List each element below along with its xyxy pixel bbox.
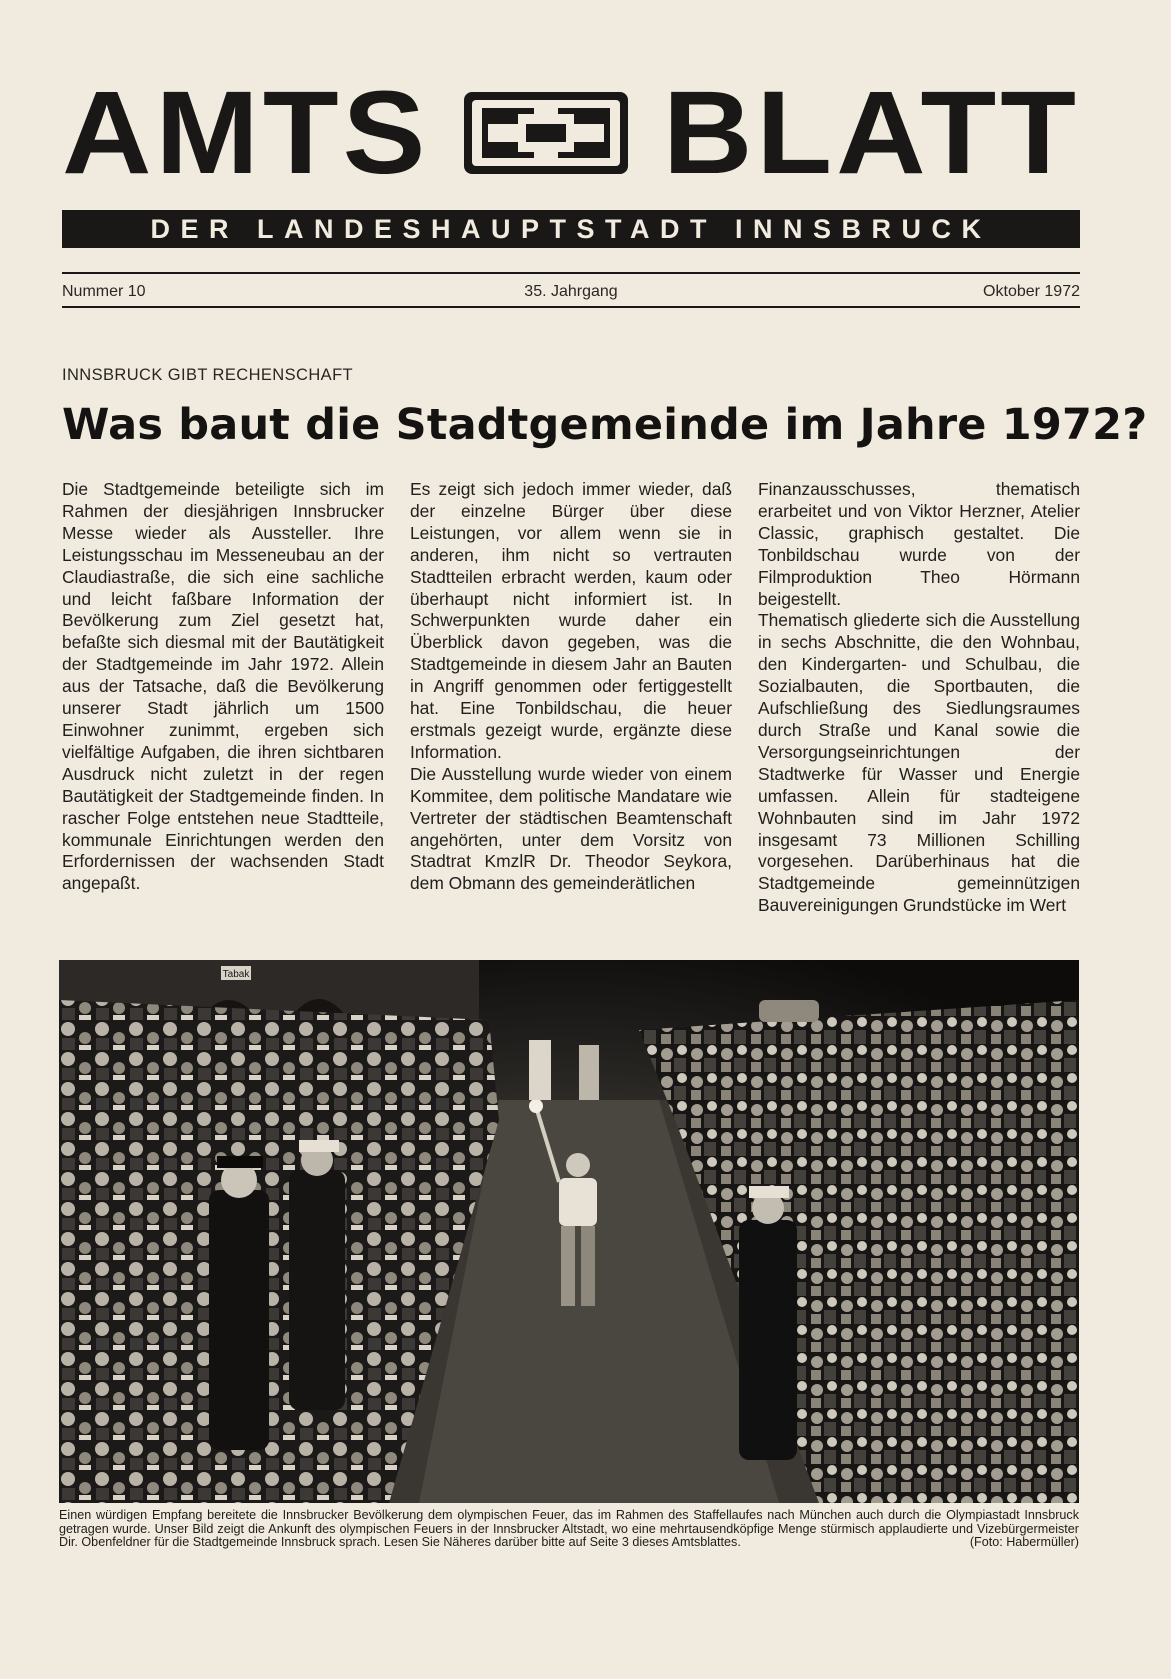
coat-of-arms-icon <box>464 84 628 182</box>
masthead <box>62 67 1080 199</box>
shop-sign: Tabak <box>222 969 250 980</box>
divider <box>62 306 1080 308</box>
paragraph: Finanzausschusses, thematisch erarbeitet und von Viktor Herzner, Atelier Classic, graphisch gestaltet. Die Tonbildschau wurde von der Filmproduktion Theo Hörmann beigestellt. <box>758 479 1080 609</box>
issue-number: Nummer 10 <box>62 283 146 300</box>
photo-caption <box>59 1509 1079 1550</box>
paragraph: Es zeigt sich jedoch immer wieder, daß der einzelne Bürger über diese Leistungen, vor allem wenn sie in anderen, ihm nicht so vertrauten Stadtteilen erbracht werden, kaum oder überhaupt nicht informiert ist. In Schwerpunkten wurde daher ein Überblick davon gegeben, was die Stadtgemeinde in diesem Jahr an Bauten in Angriff genommen oder fertiggestellt hat. Eine Tonbildschau, die heuer erstmals gezeigt wurde, ergänzte diese Information. <box>410 479 732 762</box>
paragraph: Die Ausstellung wurde wieder von einem Kommitee, dem politische Mandatare wie Vertreter der städtischen Beamtenschaft angehörten, unter dem Vorsitz von Stadtrat KmzlR Dr. Theodor Seykora, dem Obmann des gemeinderätlichen <box>410 763 732 894</box>
article-column-3 <box>758 479 1080 945</box>
article-column-1 <box>62 479 384 945</box>
issue-date: Oktober 1972 <box>983 283 1080 300</box>
olympic-torch-photo <box>59 960 1079 1503</box>
masthead-word-left: AMTS <box>62 67 430 199</box>
masthead-subtitle: DER LANDESHAUPTSTADT INNSBRUCK <box>150 213 992 244</box>
article-kicker: INNSBRUCK GIBT RECHENSCHAFT <box>62 366 354 384</box>
paragraph: Die Stadtgemeinde beteiligte sich im Rahmen der diesjährigen Innsbrucker Messe wieder als Aussteller. Ihre Leistungsschau im Messeneubau an der Claudiastraße, die sich eine sachliche und leicht faßbare Information der Bevölkerung zum Ziel gesetzt hat, befaßte sich diesmal mit der Bautätigkeit der Stadtgemeinde im Jahr 1972. Allein aus der Tatsache, daß die Bevölkerung unserer Stadt jährlich um 1500 Einwohner zunimmt, ergeben sich vielfältige Aufgaben, die ihren sichtbaren Ausdruck nicht zuletzt in der regen Bautätigkeit der Stadtgemeinde finden. In rascher Folge entstehen neue Stadtteile, kommunale Einrichtungen werden den Erfordernissen der wachsenden Stadt angepaßt. <box>62 479 384 894</box>
article-body <box>62 479 1080 945</box>
issue-volume: 35. Jahrgang <box>524 283 618 300</box>
article-column-2 <box>410 479 732 945</box>
caption-text: Einen würdigen Empfang bereitete die Innsbrucker Bevölkerung dem olympischen Feuer, das im Rahmen des Staffellaufes nach München auch durch die Olympiastadt Innsbruck getragen wurde. Unser Bild zeigt die Ankunft des olympischen Feuers in der Innsbrucker Altstadt, wo eine mehrtausendköpfige Menge stürmisch applaudierte und Vizebürgermeister Dir. Obenfeldner für die Stadtgemeinde Innsbruck sprach. Lesen Sie Näheres darüber bitte auf Seite 3 dieses Amtsblattes. <box>59 1508 1079 1550</box>
issue-info-line <box>62 281 1080 303</box>
photo-credit: (Foto: Habermüller) <box>969 1535 1079 1550</box>
masthead-subtitle-bar <box>62 210 1080 248</box>
paragraph: Thematisch gliederte sich die Ausstellung in sechs Abschnitte, die den Wohnbau, den Kindergarten- und Schulbau, die Sozialbauten, die Sportbauten, die Aufschließung des Siedlungsraumes durch Straße und Kanal sowie die Versorgungseinrichtungen der Stadtwerke für Wasser und Energie umfassen. Allein für stadteigene Wohnbauten sind im Jahr 1972 insgesamt 73 Millionen Schilling vorgesehen. Darüberhinaus hat die Stadtgemeinde gemeinnützigen Bauvereinigungen Grundstücke im Wert <box>758 610 1080 916</box>
article-headline: Was baut die Stadtgemeinde im Jahre 1972? <box>62 400 1148 450</box>
divider <box>62 272 1080 274</box>
masthead-word-right: BLATT <box>662 67 1080 199</box>
